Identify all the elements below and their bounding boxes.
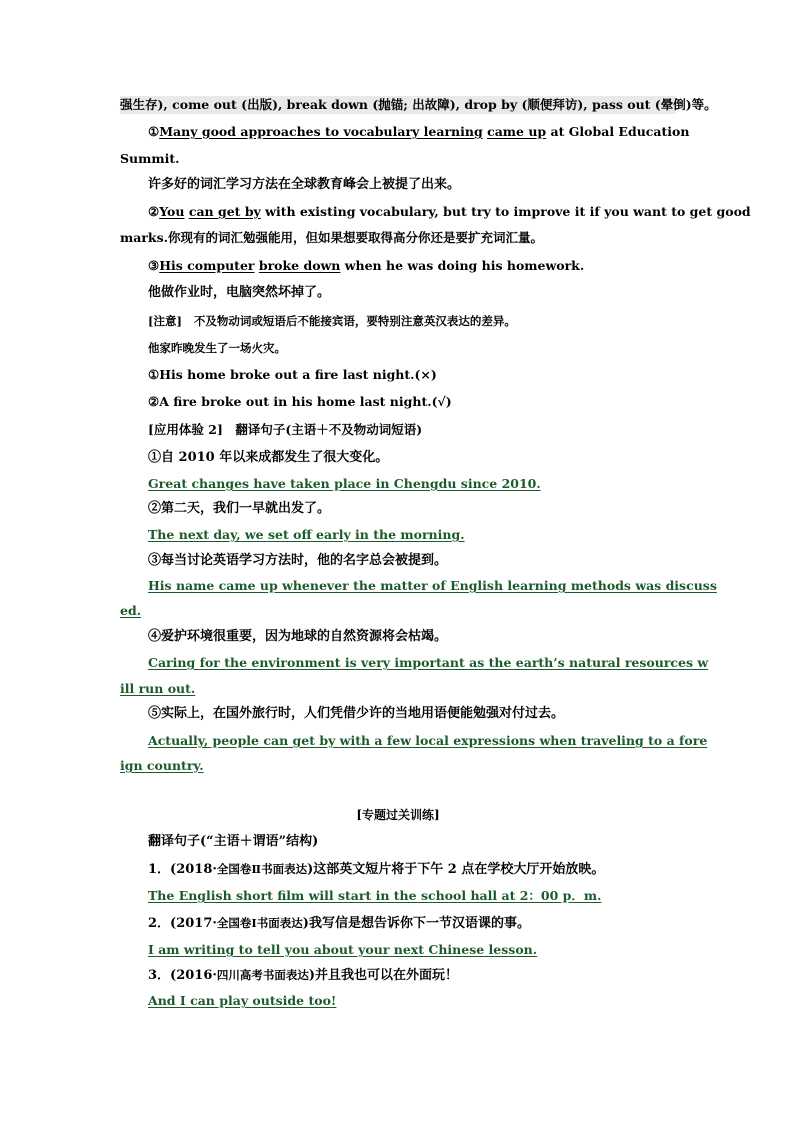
note-title: [注意]: [148, 314, 182, 328]
example-1-translation: 许多好的词汇学习方法在全球教育峰会上被提了出来。: [148, 177, 461, 192]
note-text: 不及物动词或短语后不能接宾语，要特别注意英汉表达的差异。: [193, 314, 516, 328]
wrong-example: ①His home broke out a fire last night.(×): [148, 367, 437, 382]
example-3-number: ③: [148, 258, 160, 273]
task-2-source: 全国卷Ⅰ书面表达: [216, 916, 303, 930]
question-3: ③每当讨论英语学习方法时，他的名字总会被提到。: [148, 553, 448, 568]
task-1-source: 全国卷Ⅱ书面表达: [216, 862, 308, 876]
task-2-text: )我写信是想告诉你下一节汉语课的事。: [302, 916, 530, 931]
question-2: ②第二天，我们一早就出发了。: [148, 501, 331, 516]
task-2-answer: I am writing to tell you about your next Chinese lesson.: [148, 942, 538, 957]
example-1: [148, 123, 690, 141]
answer-5-line-2: ign country.: [120, 758, 204, 773]
right-example: ②A fire broke out in his home last night.(√): [148, 394, 452, 409]
task-3-source: 四川高考书面表达: [216, 968, 309, 982]
intro-text: 强生存), come out (出版), break down (抛锚; 出故障), drop by (顺便拜访), pass out (晕倒)等。: [120, 97, 717, 112]
task-2-question: [148, 914, 676, 933]
note-example: 他家昨晚发生了一场火灾。: [148, 341, 286, 355]
answer-2: The next day, we set off early in the morning.: [148, 527, 465, 542]
task-3-text: )并且我也可以在外面玩！: [308, 968, 459, 983]
note-line: [148, 312, 676, 330]
task-1-text: )这部英文短片将于下午 2 点在学校大厅开始放映。: [307, 862, 605, 877]
example-3-verb: broke down: [258, 258, 341, 273]
task-1-answer: The English short film will start in the school hall at 2：00 p．m.: [148, 888, 602, 903]
example-1-verb: came up: [487, 124, 547, 139]
example-2: [148, 203, 751, 221]
answer-4-line-1: Caring for the environment is very important as the earth’s natural resources w: [148, 655, 709, 670]
section-title: [专题过关训练]: [356, 808, 440, 822]
answer-3-line-2: ed.: [120, 603, 142, 618]
example-3: [148, 257, 676, 275]
task-1-question: [148, 860, 676, 879]
example-3-subject: His computer: [159, 258, 255, 273]
example-2-verb: can get by: [188, 204, 261, 219]
answer-3-line-1: His name came up whenever the matter of English learning methods was discuss: [148, 578, 717, 593]
example-1-rest: at Global Education: [546, 124, 690, 139]
question-5: ⑤实际上，在国外旅行时，人们凭借少许的当地用语便能勉强对付过去。: [148, 706, 565, 721]
example-3-translation: 他做作业时，电脑突然坏掉了。: [148, 285, 331, 300]
example-2-rest: with existing vocabulary, but try to improve it if you want to get good: [260, 204, 751, 219]
task-3-answer: And I can play outside too!: [148, 993, 337, 1008]
answer-5-line-1: Actually, people can get by with a few local expressions when traveling to a fore: [148, 733, 708, 748]
answer-1: Great changes have taken place in Chengdu since 2010.: [148, 476, 541, 491]
example-1-number: ①: [148, 124, 160, 139]
answer-4-line-2: ill run out.: [120, 681, 196, 696]
application-title: [应用体验 2] 翻译句子(主语＋不及物动词短语): [148, 422, 423, 437]
task-3-prefix: 3．(2016·: [148, 968, 217, 983]
example-1-cont: [120, 150, 676, 168]
question-4: ④爱护环境很重要，因为地球的自然资源将会枯竭。: [148, 629, 448, 644]
example-2-subject: You: [159, 204, 185, 219]
task-title: 翻译句子(“主语＋谓语”结构): [148, 834, 319, 849]
example-3-rest: when he was doing his homework.: [340, 258, 585, 273]
task-1-prefix: 1．(2018·: [148, 862, 217, 877]
intro-line: [120, 96, 717, 114]
question-1: ①自 2010 年以来成都发生了很大变化。: [148, 450, 389, 465]
example-2-cont: marks.你现有的词汇勉强能用，但如果想要取得高分你还是要扩充词汇量。: [120, 230, 543, 245]
task-3-question: [148, 966, 676, 985]
task-2-prefix: 2．(2017·: [148, 916, 217, 931]
example-2-number: ②: [148, 204, 160, 219]
example-1-subject: Many good approaches to vocabulary learning: [159, 124, 483, 139]
example-1-end: Summit.: [120, 151, 180, 166]
